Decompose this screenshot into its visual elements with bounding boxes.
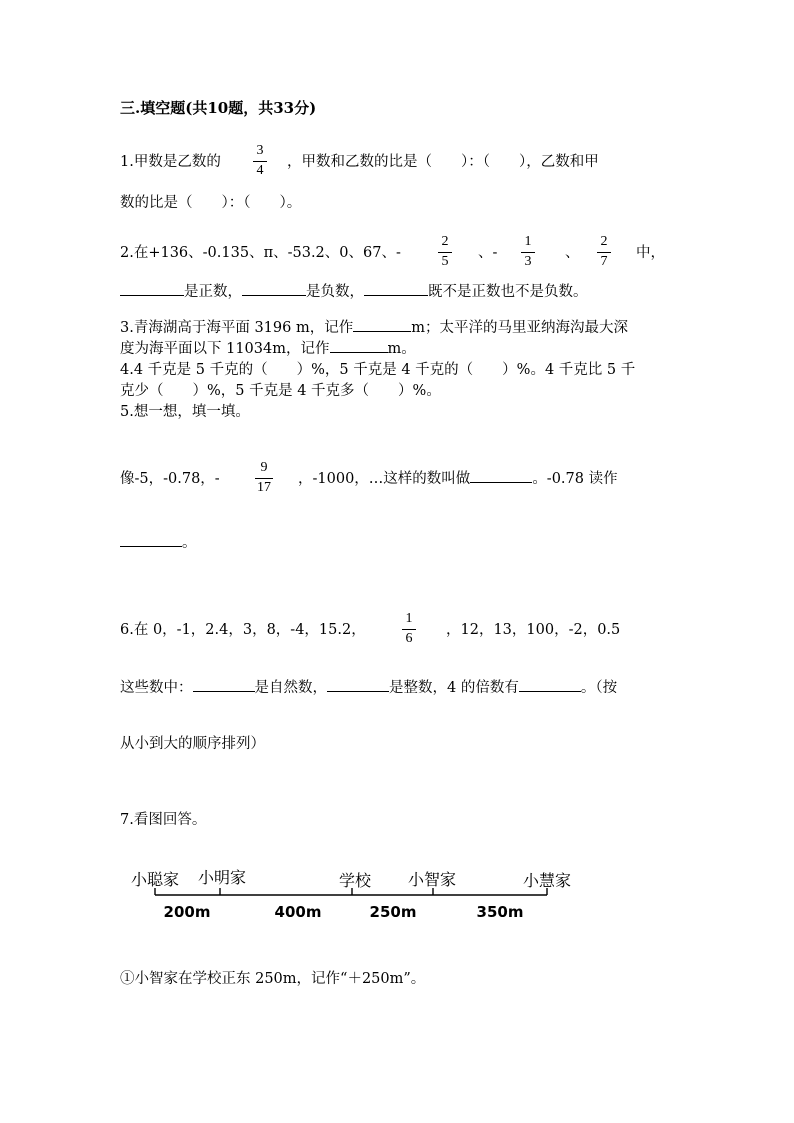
answer-blank[interactable] (120, 532, 182, 547)
q2-fraction-2-denominator: 3 (524, 253, 532, 269)
q4-line2: 克少（ ）%，5 千克是 4 千克多（ ）%。 (120, 383, 441, 399)
answer-blank[interactable] (470, 468, 532, 483)
q5-line1-rest (298, 467, 618, 488)
place-label-xiaocong: 小聪家 (130, 870, 180, 889)
fraction-bar (521, 252, 535, 253)
q6-line2 (120, 676, 617, 697)
q3-line2-post: m。 (387, 341, 416, 357)
answer-blank[interactable] (330, 338, 388, 353)
distance-label: 250m (369, 903, 417, 921)
q5-fraction (255, 461, 273, 495)
q1-text-pre: 1.甲数是乙数的 (120, 154, 221, 170)
distance-label: 200m (163, 903, 211, 921)
q2-fraction-1 (438, 235, 452, 269)
place-label-xiaozhi: 小智家 (407, 870, 457, 889)
q6-text-post: ，12，13，100，-2，0.5 (446, 622, 621, 638)
q6-fraction (402, 612, 416, 646)
answer-blank[interactable] (519, 677, 581, 692)
q2-line2-a: 是正数， (184, 284, 242, 300)
q5-fraction-denominator: 17 (257, 479, 271, 495)
q5-line2 (120, 531, 197, 552)
q3-line1-post: m；太平洋的马里亚纳海沟最大深 (411, 320, 628, 336)
q6-text-pre: 6.在 0，-1，2.4，3，8，-4，15.2， (120, 622, 366, 638)
place-label-school: 学校 (338, 871, 372, 890)
distance-diagram (110, 860, 590, 930)
q6-line2-a: 这些数中： (120, 680, 193, 696)
answer-blank[interactable] (364, 281, 428, 296)
q5-title: 5.想一想，填一填。 (120, 404, 250, 420)
q6-line2-c: 是整数，4 的倍数有 (389, 680, 519, 696)
fraction-bar (402, 629, 416, 630)
q6-line3: 从小到大的顺序排列） (120, 736, 265, 752)
q6-line2-d: 。（按 (580, 680, 618, 696)
q5-text-post-a: ，-1000，…这样的数叫做 (298, 471, 471, 487)
q1-line2: 数的比是（ ）：（ ）。 (120, 195, 302, 211)
q7-title: 7.看图回答。 (120, 812, 207, 828)
q2-fraction-2-numerator: 1 (524, 234, 532, 249)
answer-blank[interactable] (242, 281, 306, 296)
q3-line2 (120, 337, 416, 358)
q2-fraction-3 (597, 235, 611, 269)
q2-fraction-2 (521, 235, 535, 269)
q2-text-end: 中， (636, 245, 665, 261)
q3-line2-pre: 度为海平面以下 11034m，记作 (120, 341, 330, 357)
q1-fraction-numerator: 3 (256, 143, 264, 158)
answer-blank[interactable] (327, 677, 389, 692)
q6-fraction-numerator: 1 (405, 611, 413, 626)
distance-label: 350m (476, 903, 524, 921)
section-title: 三.填空题(共10题，共33分) (120, 99, 317, 117)
fraction-bar (255, 478, 273, 479)
q5-fraction-numerator: 9 (260, 460, 268, 475)
q5-line2-end: 。 (182, 535, 197, 551)
q2-text-mid2: 、 (565, 245, 580, 261)
q1-fraction (253, 144, 267, 178)
q1-text-post: ，甲数和乙数的比是（ ）：（ ），乙数和甲 (287, 154, 599, 170)
q2-fraction-3-denominator: 7 (600, 253, 608, 269)
q2-text-pre: 2.在+136、-0.135、π、-53.2、0、67、- (120, 245, 401, 261)
q2-fraction-1-denominator: 5 (441, 253, 449, 269)
q6-fraction-denominator: 6 (405, 630, 413, 646)
answer-blank[interactable] (193, 677, 255, 692)
q6-line2-b: 是自然数， (254, 680, 327, 696)
q2-fraction-1-numerator: 2 (441, 234, 449, 249)
q1-fraction-denominator: 4 (256, 162, 264, 178)
q3-line1-pre: 3.青海湖高于海平面 3196 m，记作 (120, 320, 354, 336)
q4-line1: 4.4 千克是 5 千克的（ ）%，5 千克是 4 千克的（ ）%。4 千克比 5 千 (120, 362, 636, 378)
answer-blank[interactable] (353, 317, 411, 332)
q5-text-post-b: 。-0.78 读作 (532, 471, 618, 487)
place-label-xiaohui: 小慧家 (522, 871, 572, 890)
q3-line1 (120, 316, 628, 337)
fraction-bar (253, 161, 267, 162)
answer-blank[interactable] (120, 281, 184, 296)
q2-text-mid1: 、- (478, 245, 498, 261)
distance-label: 400m (274, 903, 322, 921)
q2-line2-b: 是负数， (306, 284, 364, 300)
fraction-bar (597, 252, 611, 253)
q7-note: ①小智家在学校正东 250m，记作“＋250m”。 (120, 971, 426, 987)
q2-line2 (120, 280, 588, 301)
q2-line2-c: 既不是正数也不是负数。 (428, 284, 588, 300)
q2-fraction-3-numerator: 2 (600, 234, 608, 249)
fraction-bar (438, 252, 452, 253)
place-label-xiaoming: 小明家 (197, 868, 247, 887)
q5-text-pre: 像-5，-0.78，- (120, 471, 220, 487)
